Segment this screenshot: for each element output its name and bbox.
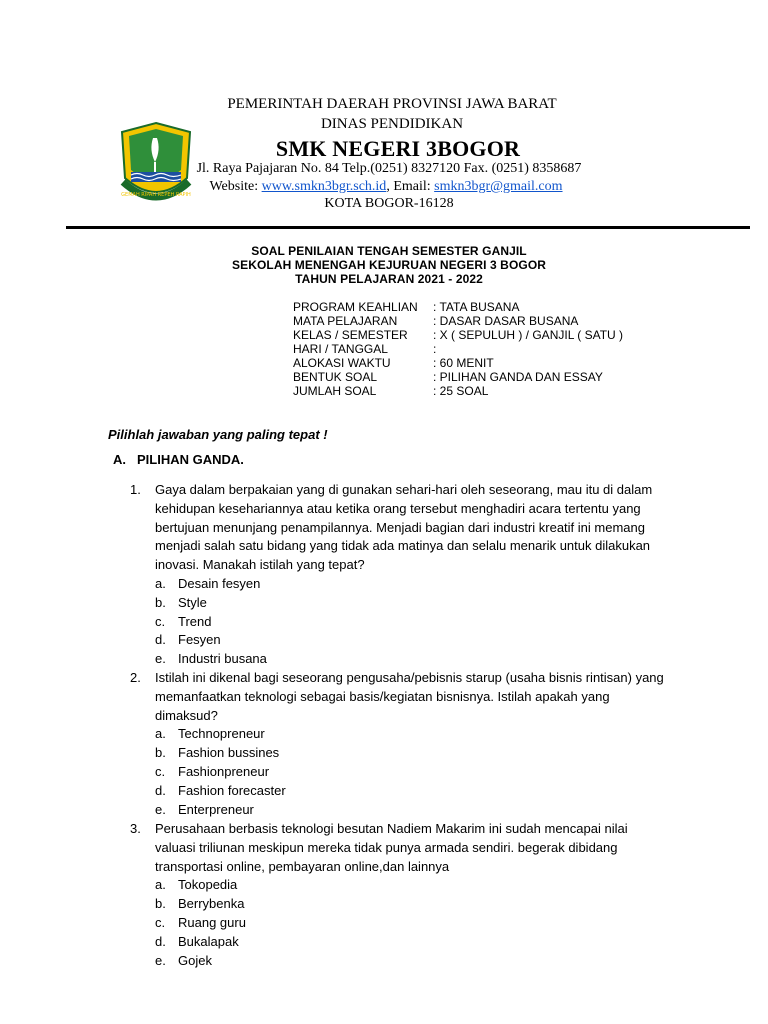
exam-title: SOAL PENILAIAN TENGAH SEMESTER GANJIL — [251, 244, 527, 258]
answer-option — [155, 575, 670, 594]
info-row — [293, 356, 494, 370]
answer-option — [155, 594, 670, 613]
question-text: valuasi triliunan meskipun mereka tidak punya armada sendiri. begerak dibidang — [155, 839, 618, 855]
answer-option — [155, 763, 670, 782]
answer-option — [155, 895, 670, 914]
option-text: Technopreneur — [178, 726, 265, 742]
answer-option — [155, 725, 670, 744]
info-row — [293, 314, 578, 328]
question-text: Gaya dalam berpakaian yang di gunakan sehari-hari oleh seseorang, mau itu di dalam — [155, 482, 653, 497]
answer-option — [155, 613, 670, 632]
header-divider — [66, 226, 750, 229]
option-letter: a. — [155, 877, 166, 893]
info-label: HARI / TANGGAL — [293, 342, 388, 356]
option-letter: b. — [155, 745, 166, 761]
answer-option — [155, 952, 670, 971]
header-school-name: SMK NEGERI 3BOGOR — [275, 136, 521, 161]
header-city: KOTA BOGOR-16128 — [324, 196, 454, 211]
header-department: DINAS PENDIDIKAN — [320, 116, 464, 132]
question-text: dimaksud? — [155, 707, 218, 723]
option-letter: e. — [155, 952, 166, 968]
option-letter: d. — [155, 933, 166, 949]
question-text: menjadi salah satu bidang yang tidak ada matinya dan selalu menarik untuk dilakukan — [155, 538, 651, 554]
info-row — [293, 328, 623, 342]
info-row — [293, 342, 436, 356]
option-text: Bukalapak — [178, 933, 239, 949]
question — [130, 820, 670, 970]
info-label: KELAS / SEMESTER — [293, 328, 408, 342]
info-value: : PILIHAN GANDA DAN ESSAY — [433, 370, 603, 384]
info-value: : TATA BUSANA — [433, 300, 520, 314]
question-number: 2. — [130, 670, 141, 685]
option-letter: a. — [155, 726, 166, 742]
question-text: bertujuan menunjang penampilannya. Menjadi bagian dari industri kreatif ini memang — [155, 519, 645, 535]
option-letter: e. — [155, 651, 166, 667]
question-text: inovasi. Manakah istilah yang tepat? — [155, 557, 365, 573]
answer-option — [155, 801, 670, 820]
section-heading — [113, 452, 244, 467]
email-link[interactable]: smkn3bgr@gmail.com — [434, 179, 563, 194]
option-text: Desain fesyen — [178, 575, 261, 591]
option-text: Ruang guru — [178, 914, 246, 930]
website-link[interactable]: www.smkn3bgr.sch.id — [261, 179, 387, 194]
info-value: : 60 MENIT — [433, 356, 494, 370]
header-contact — [2, 179, 768, 195]
question-text: Perusahaan berbasis teknologi besutan Nadiem Makarim ini sudah mencapai nilai — [155, 821, 628, 836]
info-row — [293, 300, 519, 314]
option-letter: c. — [155, 914, 166, 930]
option-text: Fashion forecaster — [178, 782, 286, 798]
website-label: Website: — [209, 179, 262, 194]
answer-option — [155, 650, 670, 669]
option-text: Berrybenka — [178, 896, 245, 912]
option-letter: a. — [155, 575, 166, 591]
option-text: Industri busana — [178, 651, 267, 667]
info-row — [293, 370, 603, 384]
info-row — [293, 384, 488, 398]
header-address: Jl. Raya Pajajaran No. 84 Telp.(0251) 8327120 Fax. (0251) 8358687 — [196, 161, 582, 176]
info-value: : DASAR DASAR BUSANA — [433, 314, 579, 328]
logo-motto: GEMAH RIPAH REPEH RAPIH — [121, 192, 191, 198]
question — [130, 669, 670, 819]
info-value: : X ( SEPULUH ) / GANJIL ( SATU ) — [433, 328, 624, 342]
section-number: A. — [113, 452, 126, 467]
info-label: ALOKASI WAKTU — [293, 356, 391, 370]
question-text: Istilah ini dikenal bagi seseorang pengusaha/pebisnis starup (usaha bisnis rintisan) yang — [155, 670, 664, 685]
option-text: Fesyen — [178, 632, 221, 648]
question-text: memanfaatkan teknologi sebagai basis/kegiatan bisnisnya. Istilah apakah yang — [155, 688, 610, 704]
option-letter: c. — [155, 613, 166, 629]
option-text: Trend — [178, 613, 212, 629]
answer-option — [155, 782, 670, 801]
question — [130, 481, 670, 669]
answer-option — [155, 876, 670, 895]
option-text: Fashion bussines — [178, 745, 280, 761]
instruction: Pilihlah jawaban yang paling tepat ! — [108, 427, 328, 442]
email-label: , Email: — [386, 179, 435, 194]
info-label: MATA PELAJARAN — [293, 314, 398, 328]
option-letter: d. — [155, 782, 166, 798]
option-letter: b. — [155, 594, 166, 610]
option-letter: c. — [155, 763, 166, 779]
question-text: kehidupan kesehariannya atau ketika orang tersebut menghadiri acara tertentu yang — [155, 500, 641, 516]
answer-option — [155, 744, 670, 763]
answer-option — [155, 933, 670, 952]
section-title: PILIHAN GANDA. — [137, 452, 244, 467]
option-letter: d. — [155, 632, 166, 648]
info-value: : — [433, 342, 437, 356]
option-letter: e. — [155, 801, 166, 817]
option-text: Tokopedia — [178, 877, 238, 893]
exam-year: TAHUN PELAJARAN 2021 - 2022 — [295, 272, 483, 286]
answer-option — [155, 914, 670, 933]
info-value: : 25 SOAL — [433, 384, 489, 398]
option-text: Gojek — [178, 952, 212, 968]
question-number: 3. — [130, 821, 141, 836]
info-label: JUMLAH SOAL — [293, 384, 377, 398]
option-text: Enterpreneur — [178, 801, 254, 817]
header-government: PEMERINTAH DAERAH PROVINSI JAWA BARAT — [227, 96, 557, 112]
exam-school: SEKOLAH MENENGAH KEJURUAN NEGERI 3 BOGOR — [231, 258, 547, 272]
info-label: BENTUK SOAL — [293, 370, 378, 384]
option-letter: b. — [155, 896, 166, 912]
question-text: transportasi online, pembayaran online,dan lainnya — [155, 858, 450, 874]
option-text: Style — [178, 594, 207, 610]
info-label: PROGRAM KEAHLIAN — [293, 300, 418, 314]
option-text: Fashionpreneur — [178, 763, 270, 779]
question-number: 1. — [130, 482, 141, 497]
answer-option — [155, 631, 670, 650]
